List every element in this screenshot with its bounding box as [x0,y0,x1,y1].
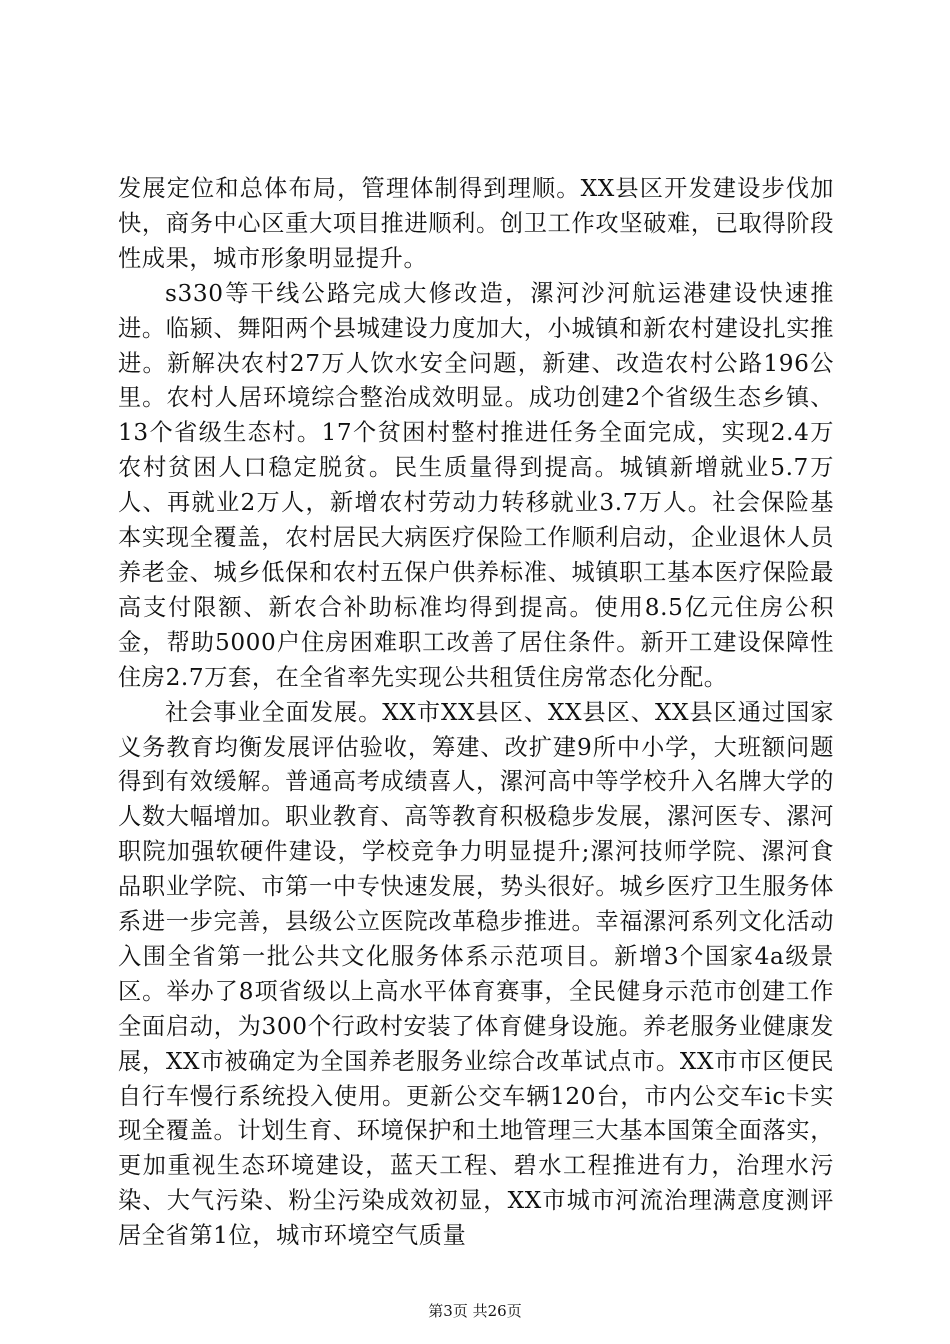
document-body [118,172,834,1254]
paragraph-3: 社会事业全面发展。XX市XX县区、XX县区、XX县区通过国家义务教育均衡发展评估验收，筹建、改扩建9所中小学，大班额问题得到有效缓解。普通高考成绩喜人，漯河高中等学校升入名牌大学的人数大幅增加。职业教育、高等教育积极稳步发展，漯河医专、漯河职院加强软硬件建设，学校竞争力明显提升;漯河技师学院、漯河食品职业学院、市第一中专快速发展，势头很好。城乡医疗卫生服务体系进一步完善，县级公立医院改革稳步推进。幸福漯河系列文化活动入围全省第一批公共文化服务体系示范项目。新增3个国家4a级景区。举办了8项省级以上高水平体育赛事，全民健身示范市创建工作全面启动，为300个行政村安装了体育健身设施。养老服务业健康发展，XX市被确定为全国养老服务业综合改革试点市。XX市市区便民自行车慢行系统投入使用。更新公交车辆120台，市内公交车ic卡实现全覆盖。计划生育、环境保护和土地管理三大基本国策全面落实，更加重视生态环境建设，蓝天工程、碧水工程推进有力，治理水污染、大气污染、粉尘污染成效初显，XX市城市河流治理满意度测评居全省第1位，城市环境空气质量 [118,698,834,1250]
page-number-footer: 第3页 共26页 [428,1302,522,1320]
paragraph-2: s330等干线公路完成大修改造，漯河沙河航运港建设快速推进。临颍、舞阳两个县城建设力度加大，小城镇和新农村建设扎实推进。新解决农村27万人饮水安全问题，新建、改造农村公路196公里。农村人居环境综合整治成效明显。成功创建2个省级生态乡镇、13个省级生态村。17个贫困村整村推进任务全面完成，实现2.4万农村贫困人口稳定脱贫。民生质量得到提高。城镇新增就业5.7万人、再就业2万人，新增农村劳动力转移就业3.7万人。社会保险基本实现全覆盖，农村居民大病医疗保险工作顺利启动，企业退休人员养老金、城乡低保和农村五保户供养标准、城镇职工基本医疗保险最高支付限额、新农合补助标准均得到提高。使用8.5亿元住房公积金，帮助5000户住房困难职工改善了居住条件。新开工建设保障性住房2.7万套，在全省率先实现公共租赁住房常态化分配。 [118,279,834,691]
paragraph-1: 发展定位和总体布局，管理体制得到理顺。XX县区开发建设步伐加快，商务中心区重大项目推进顺利。创卫工作攻坚破难，已取得阶段性成果，城市形象明显提升。 [118,175,834,272]
